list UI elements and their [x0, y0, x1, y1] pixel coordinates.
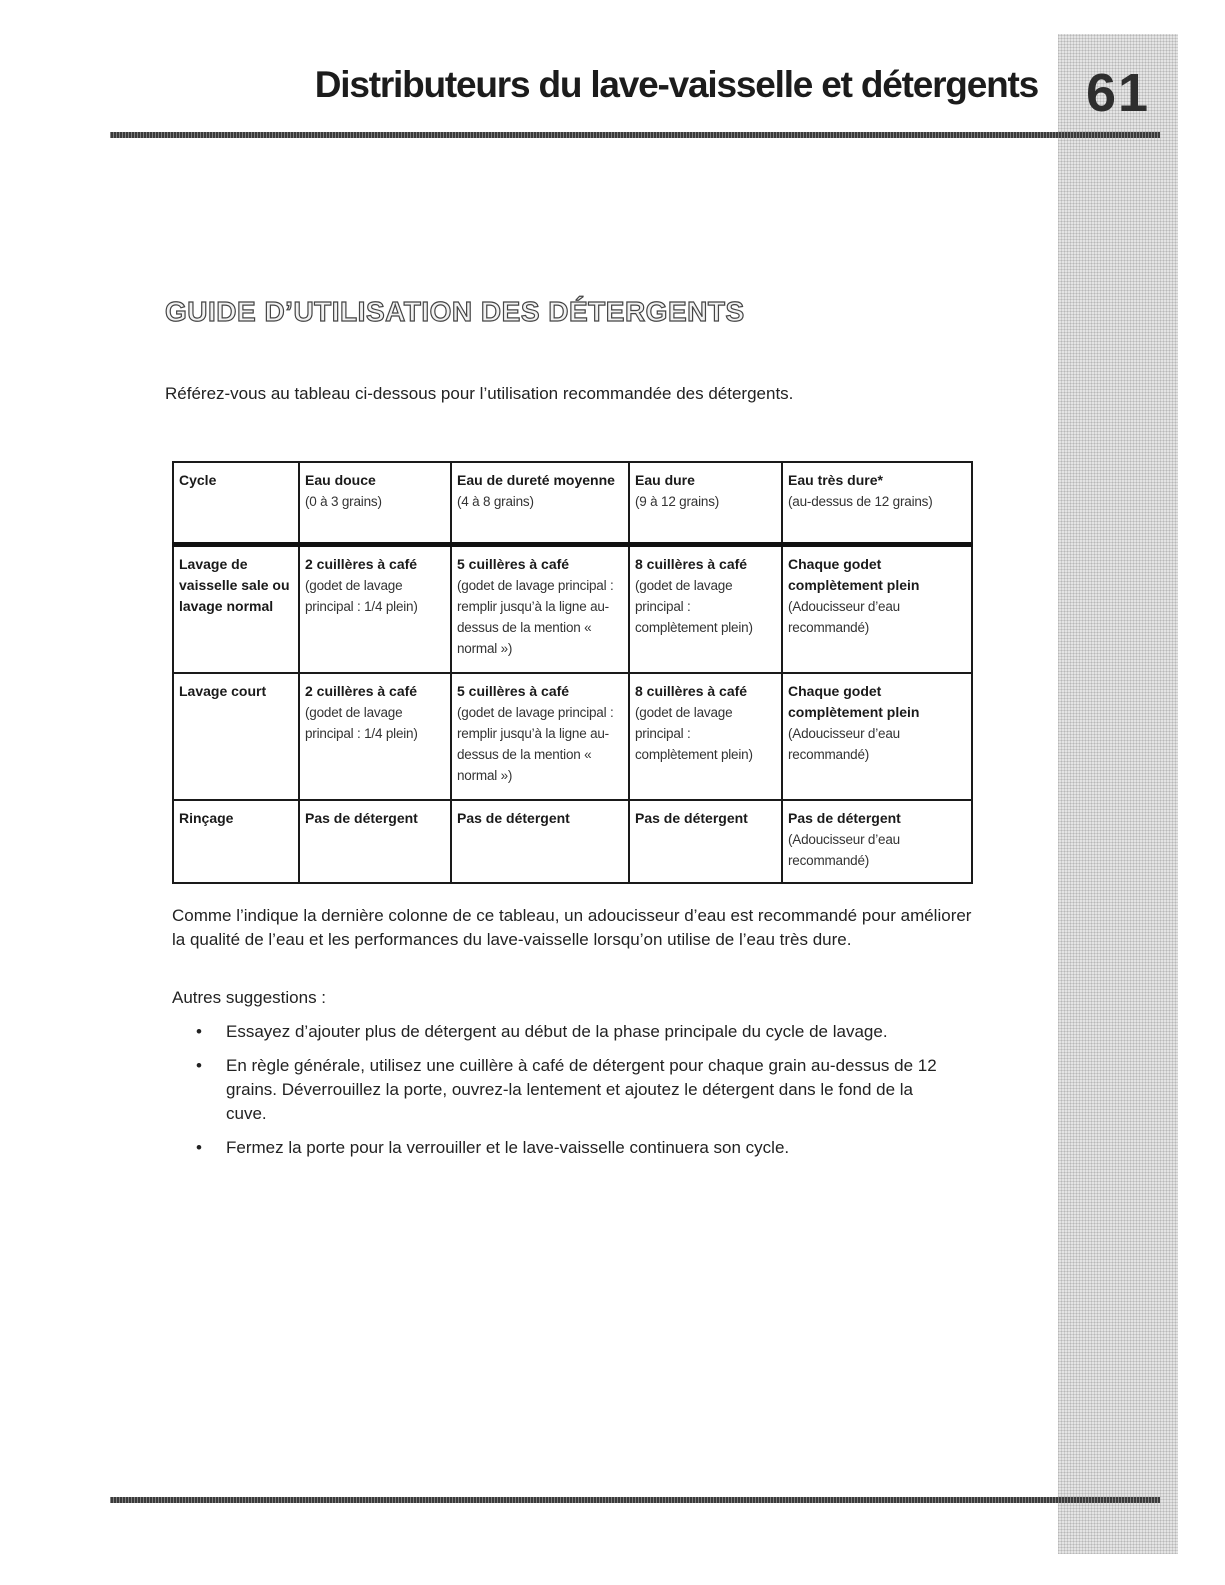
header-hard-water: [629, 462, 782, 545]
cell-amount: 2 cuillères à café: [305, 683, 418, 699]
suggestion-text: Fermez la porte pour la verrouiller et le lave-vaisselle continuera son cycle.: [226, 1138, 790, 1157]
cell-amount: 2 cuillères à café: [305, 556, 418, 572]
row-label-rinse: Rinçage: [173, 800, 299, 883]
table-cell: [451, 673, 629, 800]
header-medium-water-range: (4 à 8 grains): [457, 494, 534, 509]
header-soft-water-title: Eau douce: [305, 472, 376, 488]
suggestions-label: Autres suggestions :: [172, 988, 327, 1007]
cell-amount: 8 cuillères à café: [635, 683, 748, 699]
header-soft-water: [299, 462, 451, 545]
cell-amount: Pas de détergent: [635, 810, 748, 826]
cell-amount: 5 cuillères à café: [457, 556, 570, 572]
header-medium-water: [451, 462, 629, 545]
suggestions-list: [196, 1020, 956, 1170]
cell-note: (godet de lavage principal : complètement plein): [635, 705, 753, 762]
list-item: [196, 1054, 956, 1126]
list-item: [196, 1136, 956, 1160]
cell-note: (godet de lavage principal : remplir jusqu’à la ligne au-dessus de la mention « normal »): [457, 578, 614, 656]
cell-amount: Pas de détergent: [788, 810, 901, 826]
cell-note: (godet de lavage principal : 1/4 plein): [305, 578, 418, 614]
water-softener-paragraph: Comme l’indique la dernière colonne de ce tableau, un adoucisseur d’eau est recommandé pour améliorer la qualité de l’eau et les performances du lave-vaisselle lorsqu’on utilise de l’eau très dure.: [172, 906, 972, 949]
table-cell: [299, 545, 451, 674]
section-heading: GUIDE D’UTILISATION DES DÉTERGENTS: [165, 296, 745, 327]
header-cycle-title: Cycle: [179, 472, 217, 488]
bullet-icon: •: [196, 1022, 202, 1041]
table-cell: [299, 673, 451, 800]
header-very-hard-water-title: Eau très dure*: [788, 472, 883, 488]
header-very-hard-water-range: (au-dessus de 12 grains): [788, 494, 933, 509]
page-title: Distributeurs du lave-vaisselle et détergents: [314, 64, 1038, 105]
header-very-hard-water: [782, 462, 972, 545]
suggestion-text: Essayez d’ajouter plus de détergent au début de la phase principale du cycle de lavage.: [226, 1022, 888, 1041]
header-cycle: [173, 462, 299, 545]
table-header-row: [173, 462, 972, 545]
table-row: [173, 673, 972, 800]
header-medium-water-title: Eau de dureté moyenne: [457, 472, 615, 488]
table-row: [173, 545, 972, 674]
table-cell: [451, 800, 629, 883]
header-hard-water-title: Eau dure: [635, 472, 695, 488]
table-cell: [451, 545, 629, 674]
cell-note: (godet de lavage principal : remplir jusqu’à la ligne au-dessus de la mention « normal »): [457, 705, 614, 783]
cell-amount: Chaque godet complètement plein: [788, 683, 920, 720]
cell-note: (godet de lavage principal : 1/4 plein): [305, 705, 418, 741]
cell-amount: Chaque godet complètement plein: [788, 556, 920, 593]
cell-note: (Adoucisseur d’eau recommandé): [788, 726, 900, 762]
header-soft-water-range: (0 à 3 grains): [305, 494, 382, 509]
page-number: 61: [1085, 63, 1151, 123]
table-cell: [629, 800, 782, 883]
page-side-tab: [1058, 34, 1178, 1554]
cell-note: (godet de lavage principal : complètement plein): [635, 578, 753, 635]
table-cell: [782, 545, 972, 674]
table-row: [173, 800, 972, 883]
footer-rule: [110, 1497, 1160, 1503]
cell-amount: 5 cuillères à café: [457, 683, 570, 699]
intro-text: Référez-vous au tableau ci-dessous pour l’utilisation recommandée des détergents.: [165, 384, 794, 403]
row-label-short-wash: Lavage court: [173, 673, 299, 800]
row-label-normal-wash: Lavage de vaisselle sale ou lavage normal: [173, 545, 299, 674]
table-cell: [629, 673, 782, 800]
table-cell: [782, 673, 972, 800]
table-cell: [782, 800, 972, 883]
cell-amount: Pas de détergent: [457, 810, 570, 826]
cell-amount: Pas de détergent: [305, 810, 418, 826]
table-cell: [629, 545, 782, 674]
cell-note: (Adoucisseur d’eau recommandé): [788, 832, 900, 868]
suggestion-text: En règle générale, utilisez une cuillère à café de détergent pour chaque grain au-dessus de 12 grains. Déverrouillez la porte, ouvrez-la lentement et ajoutez le détergent dans le fond de la cuve.: [226, 1056, 937, 1123]
cell-note: (Adoucisseur d’eau recommandé): [788, 599, 900, 635]
bullet-icon: •: [196, 1138, 202, 1157]
list-item: [196, 1020, 956, 1044]
header-rule: [110, 132, 1160, 138]
header-hard-water-range: (9 à 12 grains): [635, 494, 720, 509]
bullet-icon: •: [196, 1056, 202, 1075]
detergent-usage-table: [172, 461, 973, 884]
table-cell: [299, 800, 451, 883]
cell-amount: 8 cuillères à café: [635, 556, 748, 572]
